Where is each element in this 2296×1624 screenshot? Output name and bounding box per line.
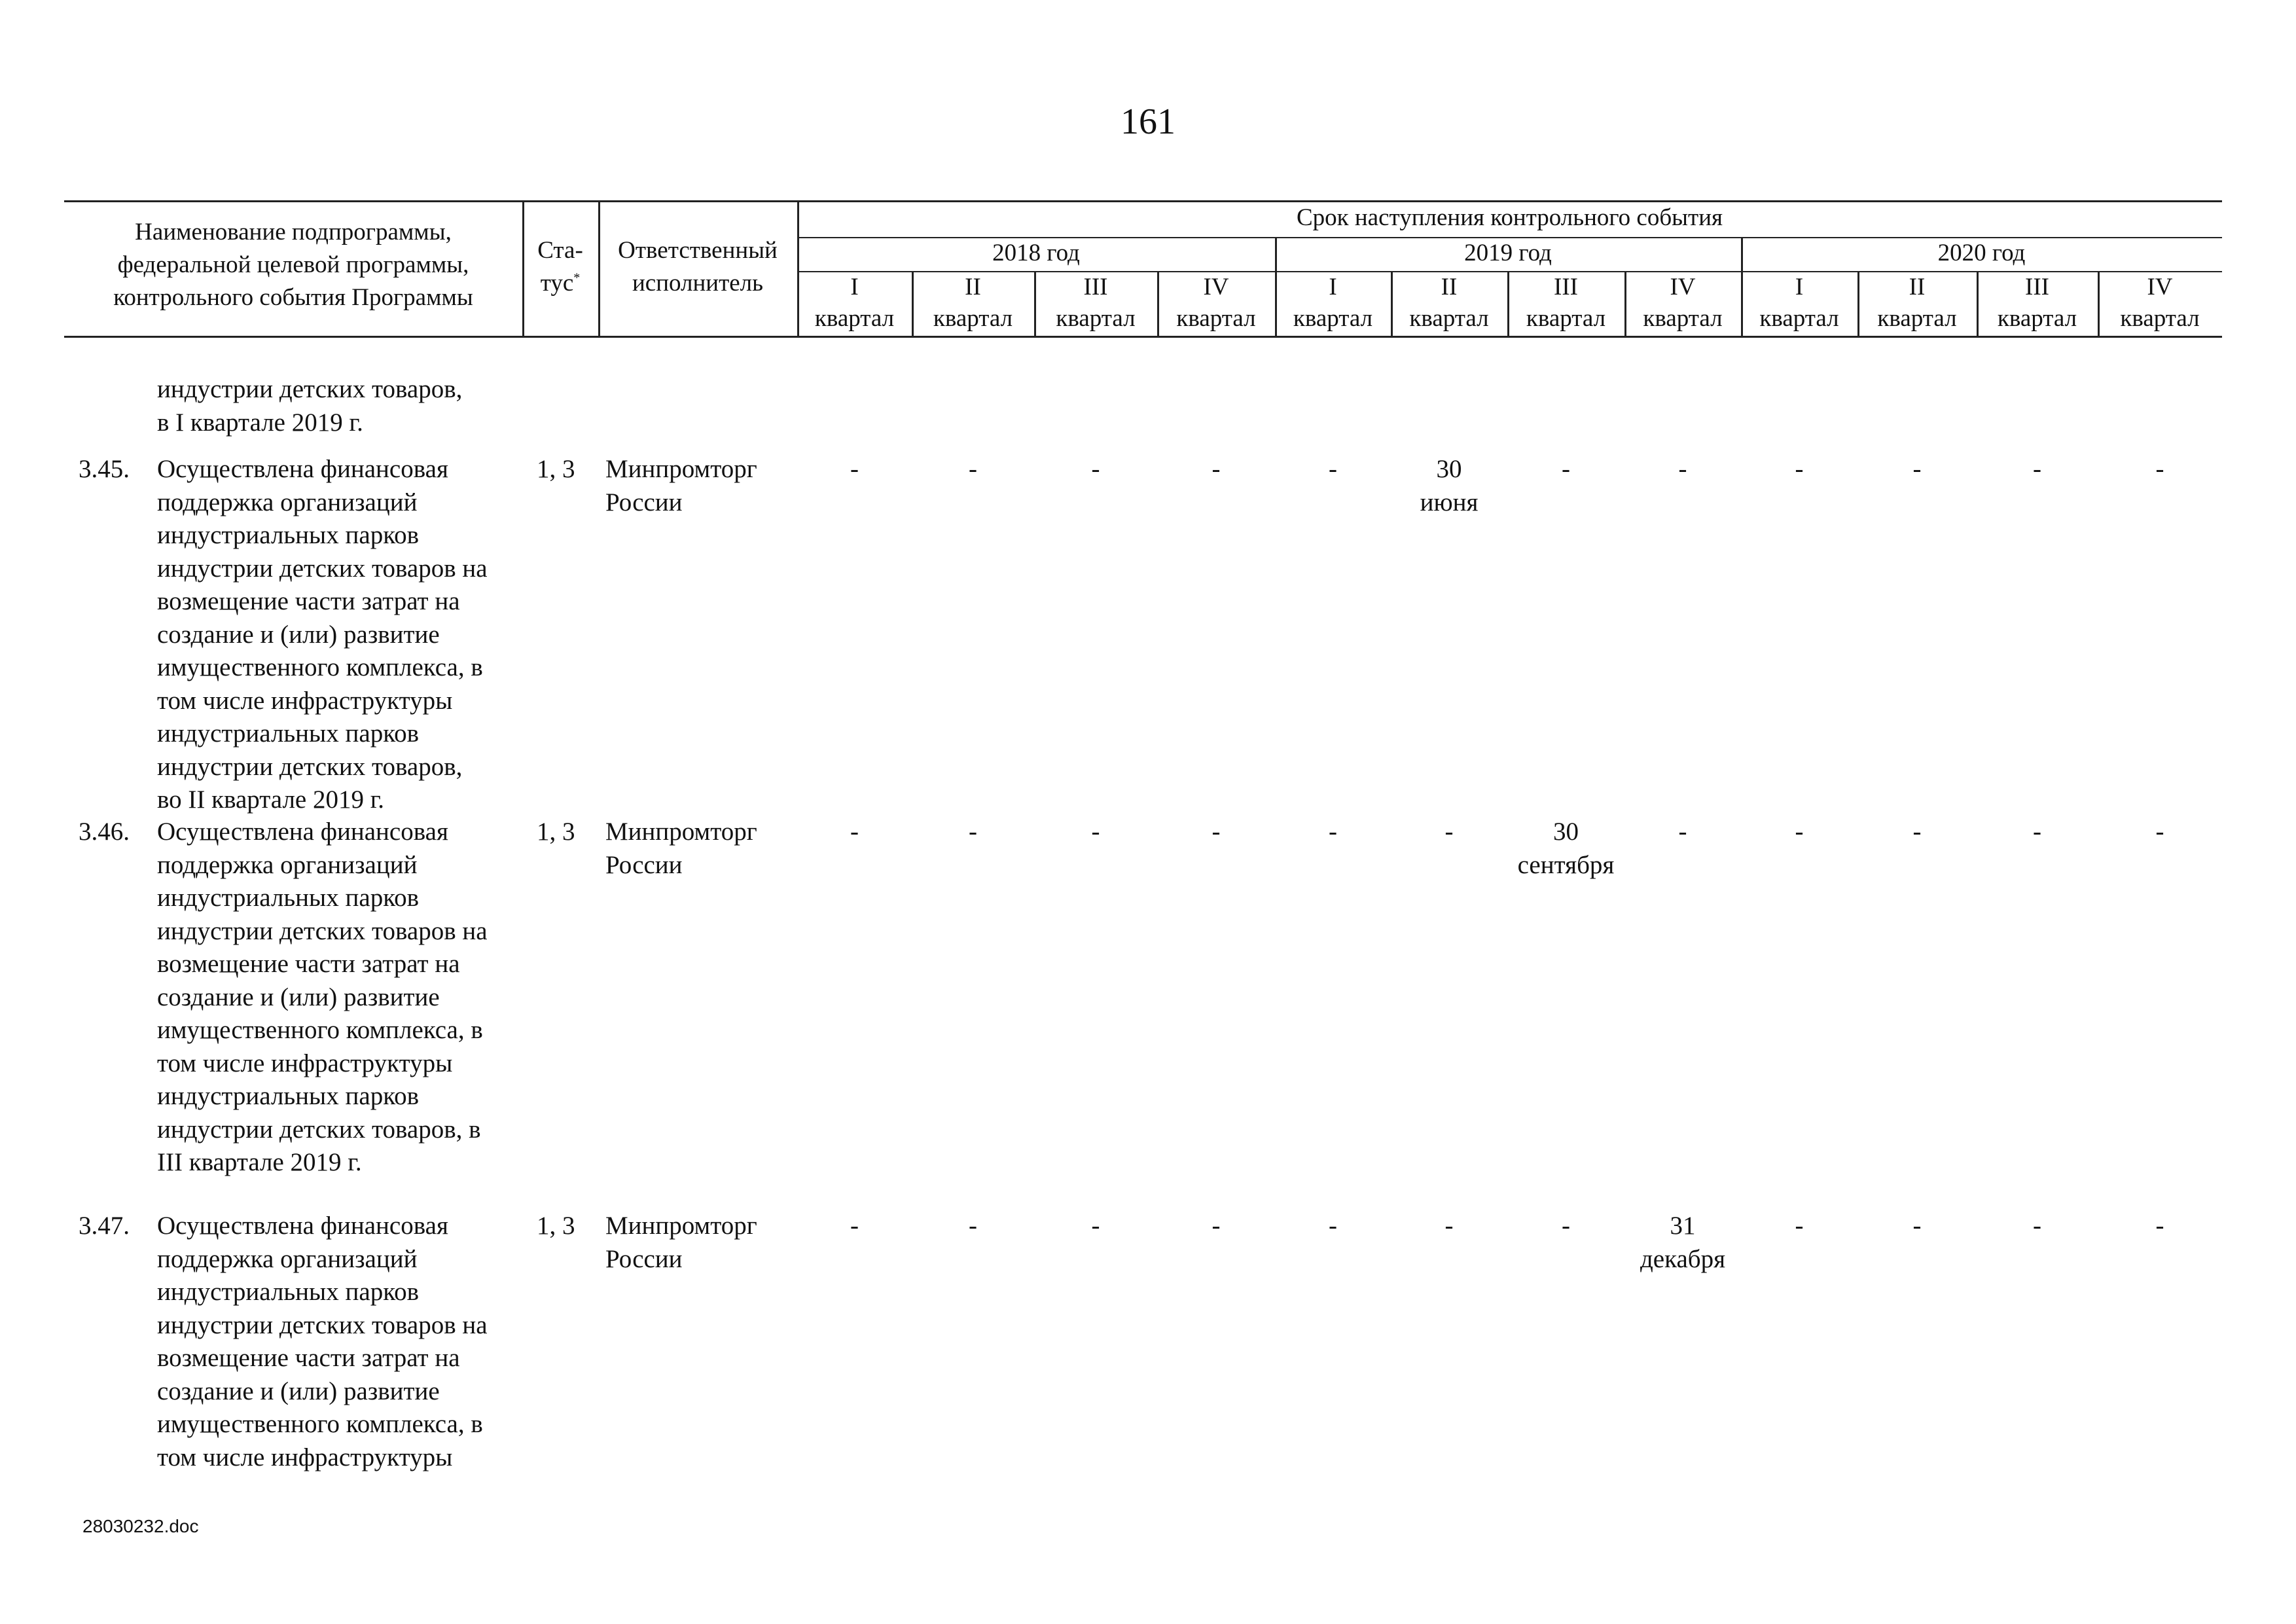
event-description-line: том числе инфраструктуры [157,1443,453,1471]
executor-value: Минпромторг [605,818,757,846]
quarter-value: - [1091,818,1100,846]
quarter-numeral: III [1554,274,1578,300]
quarter-numeral: II [1441,274,1458,300]
quarter-value: - [2033,818,2041,846]
quarter-numeral: II [1909,274,1926,300]
executor-value: России [605,1244,683,1273]
quarter-value: 31 [1670,1212,1696,1240]
status-column-header-line: тус* [540,270,581,297]
quarter-value: - [1795,818,1804,846]
quarter-value: - [1795,1212,1804,1240]
quarter-value: - [1678,455,1687,483]
quarter-label: квартал [814,305,895,332]
year-header: 2019 год [1464,240,1552,266]
event-description-line: индустриальных парков [157,1082,420,1110]
quarter-value: - [1329,455,1337,483]
quarter-value: - [969,818,977,846]
event-description-line: имущественного комплекса, в [157,653,483,681]
quarter-numeral: IV [1670,274,1696,300]
quarter-label: квартал [2120,305,2200,332]
event-description-line: имущественного комплекса, в [157,1410,483,1438]
quarter-numeral: III [1083,274,1108,300]
event-description-line: создание и (или) развитие [157,620,440,649]
name-column-header [64,216,522,314]
event-description-line: индустрии детских товаров, в [157,1115,481,1144]
name-column-header-line: контрольного события Программы [113,284,473,311]
event-description-line: индустрии детских товаров на [157,554,488,583]
page-number: 161 [1121,101,1175,142]
year-header: 2020 год [1937,240,2026,266]
executor-value: России [605,488,683,516]
quarter-value: - [969,1212,977,1240]
quarter-value: - [1329,1212,1337,1240]
quarter-value: - [850,455,859,483]
continuation-text-line: индустрии детских товаров, [157,375,463,403]
deadline-month: декабря [1640,1244,1726,1273]
quarter-value: - [2033,1212,2041,1240]
quarter-numeral: IV [2147,274,2173,300]
quarter-label: квартал [1409,305,1489,332]
quarter-numeral: IV [1203,274,1229,300]
event-description-line: поддержка организаций [157,850,418,879]
quarter-value: - [1912,455,1922,483]
quarter-value: - [1211,818,1221,846]
quarter-value: - [1562,1212,1570,1240]
event-description-line: поддержка организаций [157,1244,418,1273]
quarter-value: - [1091,1212,1100,1240]
quarter-value: - [1444,1212,1454,1240]
quarter-value: - [1211,1212,1221,1240]
event-description-line: том числе инфраструктуры [157,686,453,715]
event-description-line: возмещение части затрат на [157,1344,460,1372]
quarter-numeral: II [965,274,981,300]
event-description-line: поддержка организаций [157,488,418,516]
event-description-line: индустрии детских товаров на [157,1310,488,1339]
quarter-value: - [1912,1212,1922,1240]
event-description-line: индустриальных парков [157,884,420,912]
status-footnote-mark: * [573,270,581,285]
quarter-value: - [969,455,977,483]
quarter-numeral: I [1329,274,1337,300]
event-description-line: III квартале 2019 г. [157,1148,362,1176]
event-description-line: имущественного комплекса, в [157,1016,483,1044]
event-description-line: индустриальных парков [157,1278,420,1306]
deadline-month: июня [1420,488,1479,516]
quarter-label: квартал [1293,305,1373,332]
quarter-value: 30 [1436,455,1462,483]
executor-value: России [605,850,683,879]
header-bottom-border [64,336,2222,338]
quarter-label: квартал [933,305,1013,332]
quarter-numeral: I [850,274,859,300]
quarter-value: - [2033,455,2041,483]
quarter-value: 30 [1553,818,1579,846]
quarter-value: - [850,818,859,846]
event-description-line: Осуществлена финансовая [157,1212,448,1240]
document-filename: 28030232.doc [82,1516,199,1536]
event-description-line: индустрии детских товаров на [157,916,488,945]
quarter-value: - [2155,818,2164,846]
event-description-line: индустрии детских товаров, [157,752,463,781]
executor-column-header [598,234,797,300]
quarter-value: - [1091,455,1100,483]
event-description-line: создание и (или) развитие [157,1377,440,1405]
quarter-numeral: III [2025,274,2049,300]
quarter-value: - [1912,818,1922,846]
name-column-header-line: Наименование подпрограммы, [135,219,452,245]
quarter-value: - [2155,1212,2164,1240]
quarter-label: квартал [1526,305,1606,332]
name-column-header-line: федеральной целевой программы, [117,251,469,278]
quarter-label: квартал [1056,305,1136,332]
event-description-line: Осуществлена финансовая [157,455,448,483]
quarter-label: квартал [1997,305,2077,332]
quarter-value: - [1211,455,1221,483]
event-description-line: создание и (или) развитие [157,983,440,1011]
status-value: 1, 3 [537,818,575,846]
quarter-label: квартал [1176,305,1256,332]
row-number: 3.45. [79,455,130,483]
quarter-value: - [850,1212,859,1240]
quarter-value: - [1562,455,1570,483]
event-description-line: возмещение части затрат на [157,950,460,978]
quarter-value: - [1444,818,1454,846]
status-column-header [522,234,598,300]
event-description-line: возмещение части затрат на [157,587,460,615]
executor-column-header-line: Ответственный [618,237,778,264]
quarter-value: - [1795,455,1804,483]
deadline-month: сентября [1517,850,1615,879]
status-column-header-line: Ста- [537,237,583,264]
event-description-line: во II квартале 2019 г. [157,785,385,814]
quarter-value: - [1678,818,1687,846]
executor-column-header-line: исполнитель [632,270,764,297]
row-number: 3.47. [79,1212,130,1240]
executor-value: Минпромторг [605,455,757,483]
year-header: 2018 год [992,240,1080,266]
event-description-line: том числе инфраструктуры [157,1049,453,1077]
status-value: 1, 3 [537,1212,575,1240]
quarter-label: квартал [1643,305,1723,332]
deadline-header-title: Срок наступления контрольного события [1296,204,1723,231]
quarter-value: - [1329,818,1337,846]
continuation-text-line: в I квартале 2019 г. [157,408,363,437]
event-description-line: индустриальных парков [157,719,420,748]
status-value: 1, 3 [537,455,575,483]
quarter-value: - [2155,455,2164,483]
row-number: 3.46. [79,818,130,846]
quarter-label: квартал [1877,305,1957,332]
quarter-label: квартал [1759,305,1839,332]
executor-value: Минпромторг [605,1212,757,1240]
event-description-line: индустриальных парков [157,521,420,549]
event-description-line: Осуществлена финансовая [157,818,448,846]
quarter-numeral: I [1795,274,1804,300]
